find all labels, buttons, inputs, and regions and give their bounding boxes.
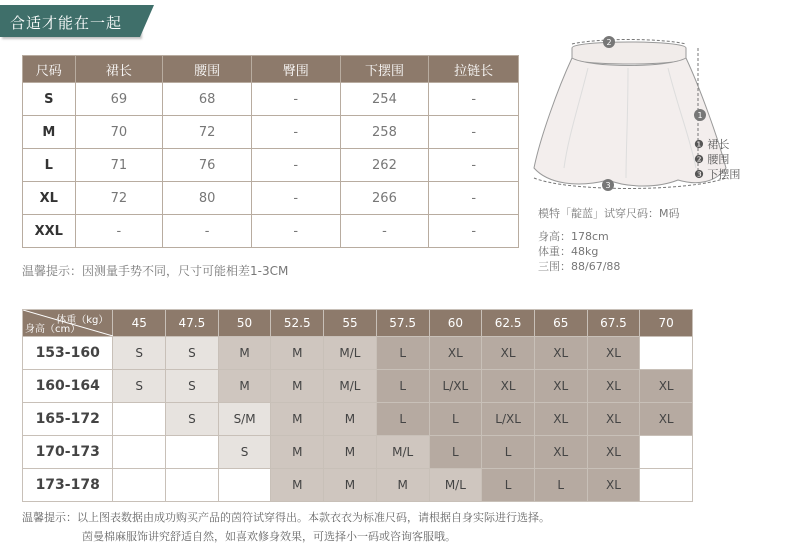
fit-table-cell <box>640 469 693 502</box>
fit-table-cell: M/L <box>324 337 377 370</box>
fit-table-cell: S <box>166 370 219 403</box>
size-table-cell: 76 <box>163 149 252 182</box>
fit-table-weight-header: 47.5 <box>166 310 219 337</box>
model-measurements: 三围：88/67/88 <box>538 260 621 273</box>
fit-table-cell: XL <box>587 337 640 370</box>
fit-table-weight-header: 70 <box>640 310 693 337</box>
fit-table-cell: XL <box>429 337 482 370</box>
size-table-cell: - <box>163 215 252 248</box>
fit-table-weight-header: 67.5 <box>587 310 640 337</box>
size-table-cell: - <box>251 215 340 248</box>
fit-table-cell: L <box>376 403 429 436</box>
fit-table-row <box>23 403 693 436</box>
size-table-cell: 72 <box>163 116 252 149</box>
fit-table-corner <box>23 310 113 337</box>
fit-table-row <box>23 436 693 469</box>
footer-note-1: 温馨提示：以上图表数据由成功购买产品的茵符试穿得出。本款衣衣为标准尺码，请根据自身实际进行选择。 <box>22 511 550 524</box>
size-table-row <box>23 116 519 149</box>
fit-table-cell <box>113 469 166 502</box>
fit-table-cell <box>113 436 166 469</box>
size-table-header: 尺码 <box>23 56 76 83</box>
fit-table-cell: M <box>271 436 324 469</box>
fit-table-cell: XL <box>587 370 640 403</box>
fit-table-cell: L <box>482 436 535 469</box>
size-table-cell: - <box>251 149 340 182</box>
size-table-cell: - <box>429 116 519 149</box>
fit-height-label: 160-164 <box>23 370 113 403</box>
fit-table-cell: XL <box>534 436 587 469</box>
size-table-header-row <box>23 56 519 83</box>
fit-table-row <box>23 370 693 403</box>
size-table-cell: - <box>251 116 340 149</box>
size-table-cell: 80 <box>163 182 252 215</box>
fit-table-cell: XL <box>534 403 587 436</box>
section-banner-title: 合适才能在一起 <box>10 14 123 32</box>
fit-height-label: 170-173 <box>23 436 113 469</box>
model-weight: 体重：48kg <box>538 245 599 258</box>
fit-table-header-row <box>23 310 693 337</box>
size-table-cell: 70 <box>75 116 163 149</box>
fit-table-cell <box>640 436 693 469</box>
size-table-cell: 258 <box>340 116 429 149</box>
size-table-header: 下摆围 <box>340 56 429 83</box>
fit-height-label: 165-172 <box>23 403 113 436</box>
fit-table-cell: M <box>324 436 377 469</box>
fit-table-cell: S <box>166 403 219 436</box>
fit-table-cell: M <box>218 370 271 403</box>
diagram-label-waist: ❷ 腰围 <box>694 153 730 166</box>
fit-table-cell: M <box>271 370 324 403</box>
size-table-header: 拉链长 <box>429 56 519 83</box>
fit-table-row <box>23 469 693 502</box>
size-table-cell: 68 <box>163 83 252 116</box>
fit-table-cell: S <box>218 436 271 469</box>
fit-table-cell: L <box>376 337 429 370</box>
size-table-cell: - <box>429 182 519 215</box>
size-table-header: 裙长 <box>75 56 163 83</box>
fit-table-weight-header: 52.5 <box>271 310 324 337</box>
size-table-row <box>23 83 519 116</box>
fit-table-cell: L/XL <box>482 403 535 436</box>
fit-table-cell: L/XL <box>429 370 482 403</box>
fit-table-cell: S <box>113 370 166 403</box>
fit-table-weight-header: 57.5 <box>376 310 429 337</box>
measure-note: 温馨提示：因测量手势不同，尺寸可能相差1-3CM <box>22 264 289 278</box>
size-label: M <box>23 116 76 149</box>
fit-table-cell: XL <box>640 403 693 436</box>
size-table-header: 腰围 <box>163 56 252 83</box>
svg-text:1: 1 <box>697 111 703 120</box>
fit-table-cell: M/L <box>324 370 377 403</box>
diagram-label-hem: ❸ 下摆围 <box>694 168 741 181</box>
fit-table-cell <box>166 469 219 502</box>
size-table-row <box>23 182 519 215</box>
fit-table-cell <box>166 436 219 469</box>
fit-table-weight-header: 55 <box>324 310 377 337</box>
fit-table-cell: XL <box>587 436 640 469</box>
fit-table-cell: XL <box>482 337 535 370</box>
fit-table-cell <box>640 337 693 370</box>
fit-table-weight-header: 60 <box>429 310 482 337</box>
fit-table-cell: XL <box>534 370 587 403</box>
skirt-diagram <box>528 28 768 198</box>
size-table-cell: - <box>340 215 429 248</box>
size-table-cell: 266 <box>340 182 429 215</box>
corner-height-label: 身高（cm） <box>25 324 81 335</box>
fit-table-cell: XL <box>587 403 640 436</box>
fit-table-weight-header: 45 <box>113 310 166 337</box>
size-table-cell: 254 <box>340 83 429 116</box>
size-table-row <box>23 215 519 248</box>
model-info <box>538 206 680 274</box>
fit-table-cell: L <box>429 403 482 436</box>
corner-weight-label: 体重（kg） <box>56 315 109 326</box>
fit-table-cell: M <box>271 469 324 502</box>
size-table-header: 臀围 <box>251 56 340 83</box>
size-table-cell: 69 <box>75 83 163 116</box>
fit-table-row <box>23 337 693 370</box>
skirt-illustration <box>528 28 768 198</box>
size-table-cell: 262 <box>340 149 429 182</box>
fit-table-cell: M <box>271 337 324 370</box>
fit-table-weight-header: 65 <box>534 310 587 337</box>
model-height: 身高：178cm <box>538 230 609 243</box>
size-table-row <box>23 149 519 182</box>
fit-table-cell: L <box>429 436 482 469</box>
footer-note-2: 茵曼棉麻服饰讲究舒适自然，如喜欢修身效果，可选择小一码或咨询客服哦。 <box>82 530 456 543</box>
fit-table-weight-header: 50 <box>218 310 271 337</box>
size-table-cell: - <box>429 149 519 182</box>
fit-table-weight-header: 62.5 <box>482 310 535 337</box>
size-label: S <box>23 83 76 116</box>
size-label: XXL <box>23 215 76 248</box>
fit-table-cell: S <box>166 337 219 370</box>
fit-table-cell <box>218 469 271 502</box>
fit-table-cell <box>113 403 166 436</box>
fit-table-cell: M <box>271 403 324 436</box>
model-title: 模特「靛蓝」试穿尺码：M码 <box>538 207 680 220</box>
diagram-label-length: ❶ 裙长 <box>694 138 730 151</box>
fit-table-cell: S/M <box>218 403 271 436</box>
fit-table-cell: M/L <box>376 436 429 469</box>
fit-table-cell: XL <box>482 370 535 403</box>
fit-table-cell: M <box>376 469 429 502</box>
fit-table-cell: M <box>218 337 271 370</box>
section-banner-tail <box>140 5 154 37</box>
size-table <box>22 55 519 248</box>
fit-table-cell: XL <box>534 337 587 370</box>
size-table-cell: - <box>251 182 340 215</box>
fit-height-label: 173-178 <box>23 469 113 502</box>
fit-height-label: 153-160 <box>23 337 113 370</box>
size-table-cell: - <box>75 215 163 248</box>
fit-table-cell: L <box>482 469 535 502</box>
fit-table-cell: L <box>534 469 587 502</box>
svg-text:2: 2 <box>606 38 612 47</box>
size-table-cell: - <box>251 83 340 116</box>
size-table-cell: - <box>429 83 519 116</box>
fit-table <box>22 309 693 502</box>
fit-table-cell: L <box>376 370 429 403</box>
size-table-cell: 71 <box>75 149 163 182</box>
fit-table-cell: M <box>324 403 377 436</box>
fit-table-cell: XL <box>640 370 693 403</box>
size-table-cell: - <box>429 215 519 248</box>
svg-text:3: 3 <box>605 181 611 190</box>
size-label: L <box>23 149 76 182</box>
fit-table-cell: M/L <box>429 469 482 502</box>
size-label: XL <box>23 182 76 215</box>
fit-table-cell: XL <box>587 469 640 502</box>
fit-table-cell: S <box>113 337 166 370</box>
size-table-cell: 72 <box>75 182 163 215</box>
fit-table-cell: M <box>324 469 377 502</box>
